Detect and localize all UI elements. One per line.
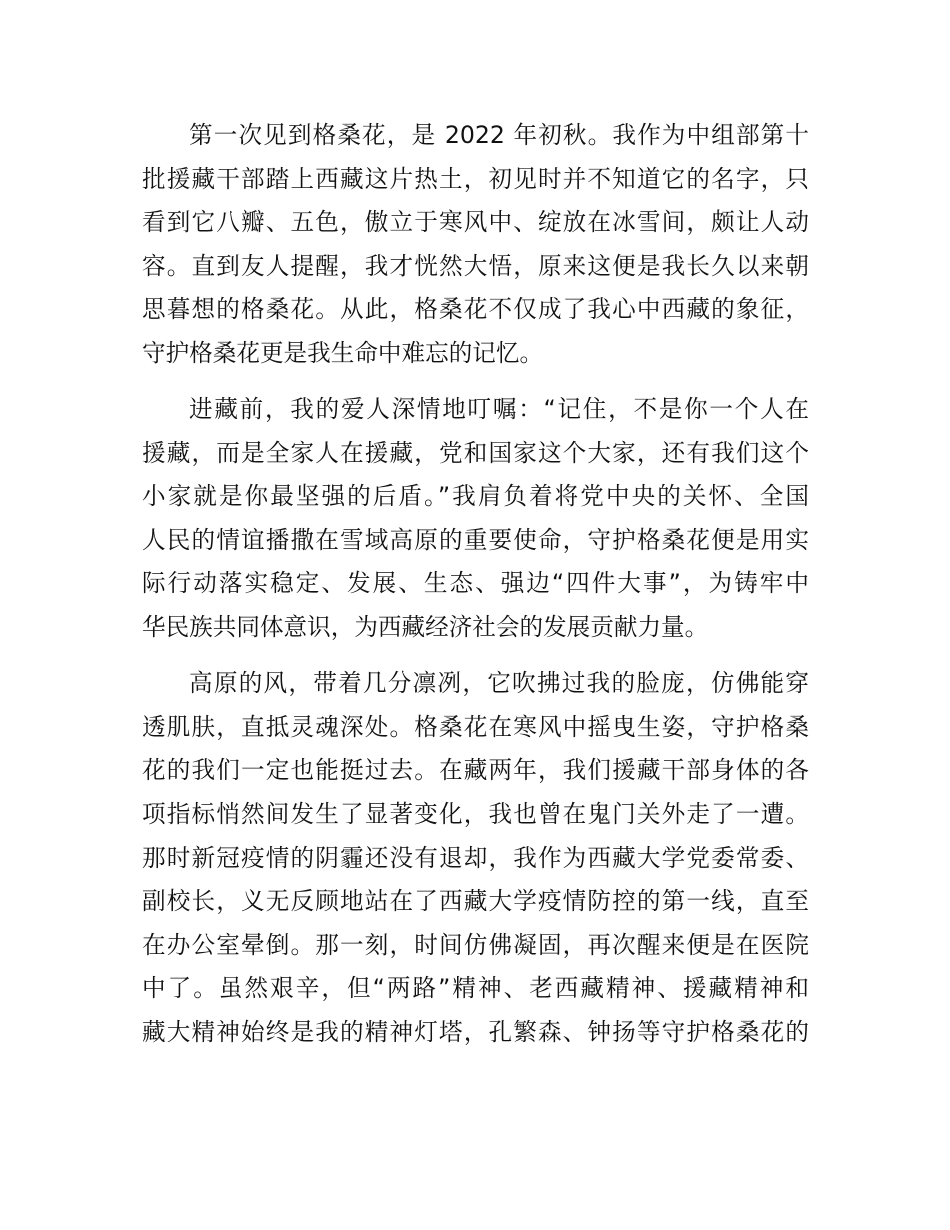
paragraph (142, 662, 809, 1054)
text-line: 批援藏干部踏上西藏这片热土，初见时并不知道它的名字，只 (142, 164, 809, 193)
text-line: 守护格桑花更是我生命中难忘的记忆。 (142, 338, 544, 367)
text-line: 那时新冠疫情的阴霾还没有退却，我作为西藏大学党委常委、 (142, 843, 809, 872)
paragraph (142, 388, 809, 650)
text-line: 第一次见到格桑花，是 2022 年初秋。我作为中组部第十 (189, 121, 809, 149)
text-line: 进藏前，我的爱人深情地叮嘱：“记住，不是你一个人在 (189, 395, 809, 424)
text-line: 小家就是你最坚强的后盾。”我肩负着将党中央的关怀、全国 (142, 482, 809, 511)
text-line: 中了。虽然艰辛，但“两路”精神、老西藏精神、援藏精神和 (142, 974, 809, 1003)
paragraph (142, 114, 809, 376)
text-line: 透肌肤，直抵灵魂深处。格桑花在寒风中摇曳生姿，守护格桑 (142, 712, 809, 741)
text-line: 高原的风，带着几分凛冽，它吹拂过我的脸庞，仿佛能穿 (189, 669, 809, 698)
text-line: 在办公室晕倒。那一刻，时间仿佛凝固，再次醒来便是在医院 (142, 930, 809, 959)
text-line: 藏大精神始终是我的精神灯塔，孔繁森、钟扬等守护格桑花的 (142, 1017, 809, 1046)
text-line: 华民族共同体意识，为西藏经济社会的发展贡献力量。 (142, 613, 709, 642)
document-page (142, 114, 809, 1067)
text-line: 人民的情谊播撒在雪域高原的重要使命，守护格桑花便是用实 (142, 525, 809, 554)
text-line: 花的我们一定也能挺过去。在藏两年，我们援藏干部身体的各 (142, 756, 809, 785)
text-line: 思暮想的格桑花。从此，格桑花不仅成了我心中西藏的象征， (142, 295, 809, 324)
text-line: 副校长，义无反顾地站在了西藏大学疫情防控的第一线，直至 (142, 887, 809, 916)
text-line: 援藏，而是全家人在援藏，党和国家这个大家，还有我们这个 (142, 438, 809, 467)
text-line: 看到它八瓣、五色，傲立于寒风中、绽放在冰雪间，颇让人动 (142, 208, 809, 237)
text-line: 际行动落实稳定、发展、生态、强边“四件大事”，为铸牢中 (142, 569, 809, 598)
text-line: 项指标悄然间发生了显著变化，我也曾在鬼门关外走了一遭。 (142, 799, 809, 828)
text-line: 容。直到友人提醒，我才恍然大悟，原来这便是我长久以来朝 (142, 251, 809, 280)
